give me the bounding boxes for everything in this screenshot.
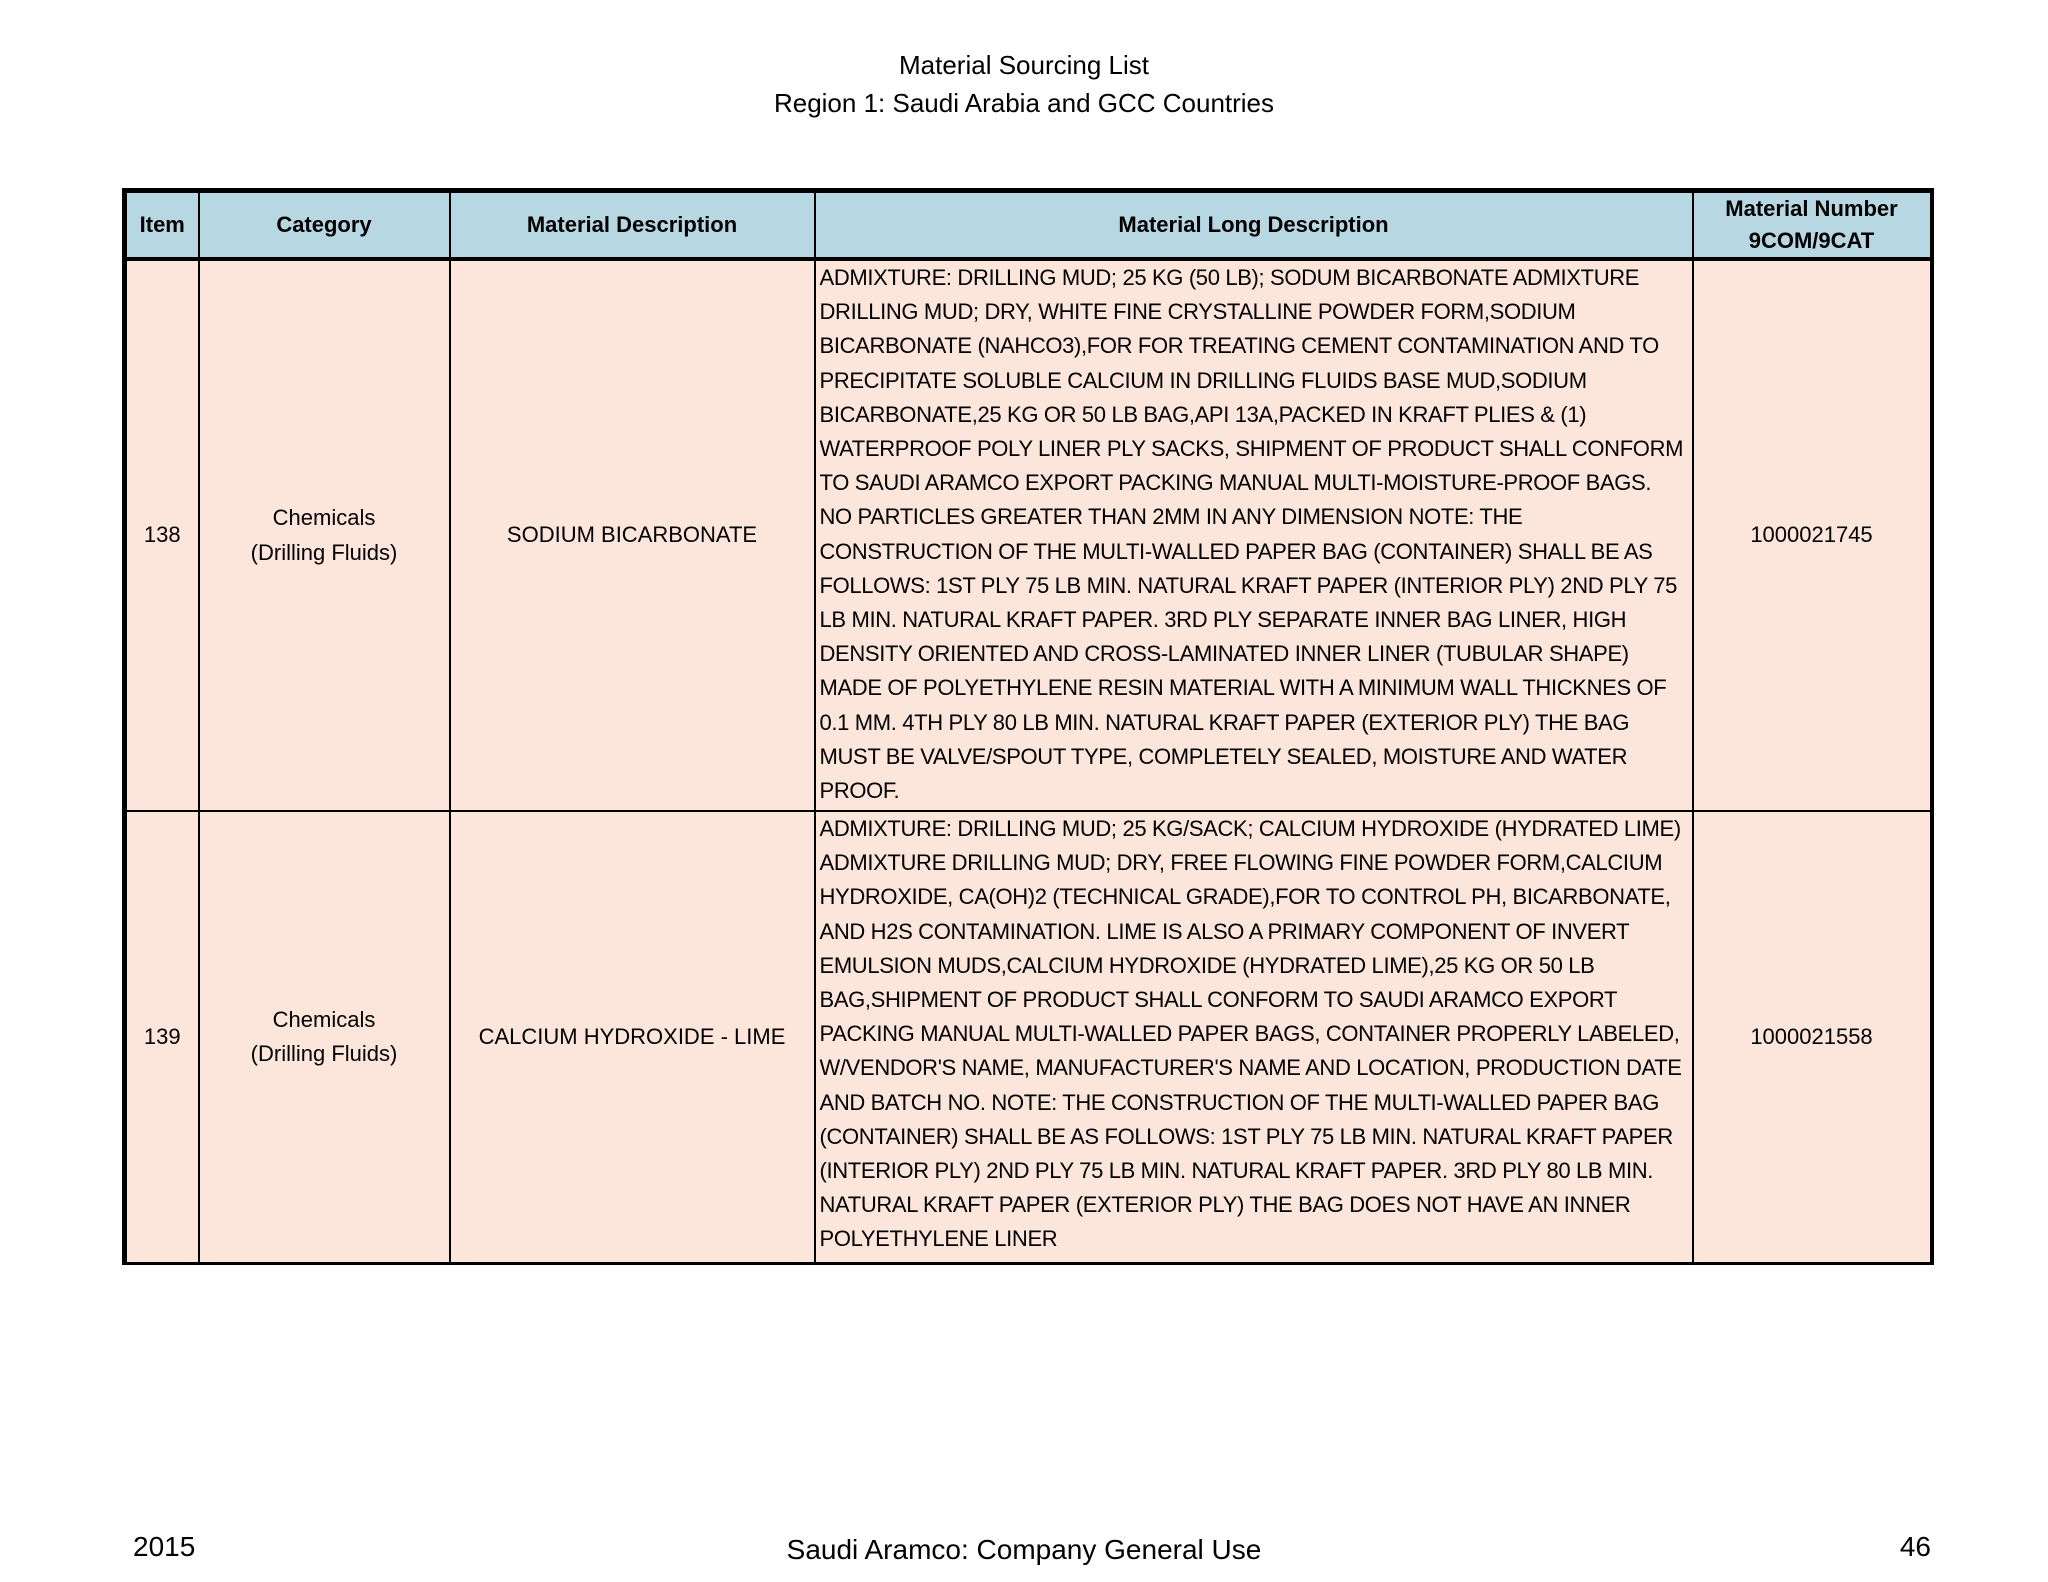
material-description-cell: SODIUM BICARBONATE — [450, 259, 815, 811]
category-line: Chemicals — [272, 1006, 376, 1032]
column-header-material-long-description: Material Long Description — [815, 191, 1693, 260]
footer-classification: Saudi Aramco: Company General Use — [786, 1534, 1262, 1565]
table-row — [125, 811, 1932, 1263]
document-subtitle: Region 1: Saudi Arabia and GCC Countries — [773, 88, 1275, 118]
material-long-description-cell: ADMIXTURE: DRILLING MUD; 25 KG (50 LB); SODUM BICARBONATE ADMIXTURE DRILLING MUD; DRY, WHITE FINE CRYSTALLINE POWDER FORM,SODIUM BICARBONATE (NAHCO3),FOR FOR TREATING CEMENT CONTAMINATION AND TO PRECIPITATE SOLUBLE CALCIUM IN DRILLING FLUIDS BASE MUD,SODIUM BICARBONATE,25 KG OR 50 LB BAG,API 13A,PACKED IN KRAFT PLIES & (1) WATERPROOF POLY LINER PLY SACKS, SHIPMENT OF PRODUCT SHALL CONFORM TO SAUDI ARAMCO EXPORT PACKING MANUAL MULTI-MOISTURE-PROOF BAGS. NO PARTICLES GREATER THAN 2MM IN ANY DIMENSION NOTE: THE CONSTRUCTION OF THE MULTI-WALLED PAPER BAG (CONTAINER) SHALL BE AS FOLLOWS: 1ST PLY 75 LB MIN. NATURAL KRAFT PAPER (INTERIOR PLY) 2ND PLY 75 LB MIN. NATURAL KRAFT PAPER. 3RD PLY SEPARATE INNER BAG LINER, HIGH DENSITY ORIENTED AND CROSS-LAMINATED INNER LINER (TUBULAR SHAPE) MADE OF POLYETHYLENE RESIN MATERIAL WITH A MINIMUM WALL THICKNES OF 0.1 MM. 4TH PLY 80 LB MIN. NATURAL KRAFT PAPER (EXTERIOR PLY) THE BAG MUST BE VALVE/SPOUT TYPE, COMPLETELY SEALED, MOISTURE AND WATER PROOF. — [815, 259, 1693, 811]
table-header-row — [125, 191, 1932, 260]
material-description-cell: CALCIUM HYDROXIDE - LIME — [450, 811, 815, 1263]
category-line: Chemicals — [272, 505, 376, 531]
category-subline: (Drilling Fluids) — [250, 1040, 398, 1066]
document-title: Material Sourcing List — [899, 50, 1149, 80]
footer-year: 2015 — [133, 1531, 196, 1562]
category-cell — [199, 259, 450, 811]
page-number: 46 — [1899, 1531, 1931, 1562]
column-header-category: Category — [199, 191, 450, 260]
category-subline: (Drilling Fluids) — [250, 539, 398, 565]
material-sourcing-table — [122, 188, 1934, 1265]
page-header — [0, 46, 2048, 122]
item-cell: 139 — [125, 811, 199, 1263]
material-number-cell: 1000021558 — [1693, 811, 1932, 1263]
material-number-cell: 1000021745 — [1693, 259, 1932, 811]
column-header-material-number-line2: 9COM/9CAT — [1748, 228, 1875, 253]
category-cell — [199, 811, 450, 1263]
column-header-material-description: Material Description — [450, 191, 815, 260]
table-row — [125, 259, 1932, 811]
material-long-description-cell: ADMIXTURE: DRILLING MUD; 25 KG/SACK; CALCIUM HYDROXIDE (HYDRATED LIME) ADMIXTURE DRILLING MUD; DRY, FREE FLOWING FINE POWDER FORM,CALCIUM HYDROXIDE, CA(OH)2 (TECHNICAL GRADE),FOR TO CONTROL PH, BICARBONATE, AND H2S CONTAMINATION. LIME IS ALSO A PRIMARY COMPONENT OF INVERT EMULSION MUDS,CALCIUM HYDROXIDE (HYDRATED LIME),25 KG OR 50 LB BAG,SHIPMENT OF PRODUCT SHALL CONFORM TO SAUDI ARAMCO EXPORT PACKING MANUAL MULTI-WALLED PAPER BAGS, CONTAINER PROPERLY LABELED, W/VENDOR'S NAME, MANUFACTURER'S NAME AND LOCATION, PRODUCTION DATE AND BATCH NO. NOTE: THE CONSTRUCTION OF THE MULTI-WALLED PAPER BAG (CONTAINER) SHALL BE AS FOLLOWS: 1ST PLY 75 LB MIN. NATURAL KRAFT PAPER (INTERIOR PLY) 2ND PLY 75 LB MIN. NATURAL KRAFT PAPER. 3RD PLY 80 LB MIN. NATURAL KRAFT PAPER (EXTERIOR PLY) THE BAG DOES NOT HAVE AN INNER POLYETHYLENE LINER — [815, 811, 1693, 1263]
column-header-material-number-line1: Material Number — [1725, 196, 1898, 221]
column-header-item: Item — [125, 191, 199, 260]
item-cell: 138 — [125, 259, 199, 811]
column-header-material-number — [1693, 191, 1932, 260]
